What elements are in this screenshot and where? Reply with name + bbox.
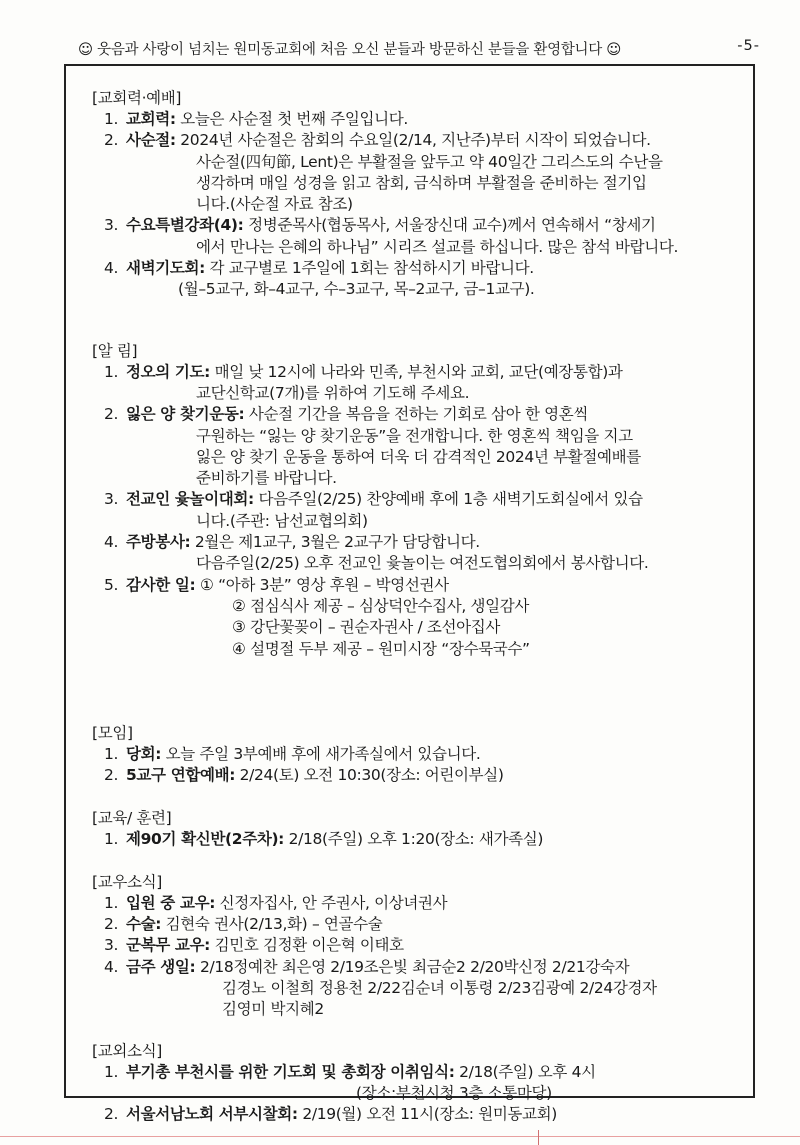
item-text: (장소:부천시청 3층 소통마당) [356, 1083, 552, 1102]
list-item [104, 489, 752, 532]
item-label: 감사한 일: [126, 575, 196, 594]
item-number: 3. [104, 490, 119, 509]
item-number: 4. [104, 957, 119, 976]
item-text: 2/19(월) 오전 11시(장소: 원미동교회) [297, 1105, 558, 1124]
item-text: (월–5교구, 화–4교구, 수–3교구, 목–2교구, 금–1교구). [178, 280, 535, 299]
list-item [104, 957, 752, 1021]
list-item [104, 914, 752, 935]
item-text: 2024년 사순절은 참회의 수요일(2/14, 지난주)부터 시작이 되었습니다. [175, 131, 651, 150]
list-item [104, 215, 752, 258]
item-label: 군복무 교우: [126, 936, 211, 955]
item-text: 에서 만나는 은혜의 하나님” 시리즈 설교를 하십니다. 많은 참석 바랍니다. [196, 237, 679, 256]
item-text: 각 교구별로 1주일에 1회는 참석하시기 바랍니다. [204, 259, 534, 278]
item-text: 교단신학교(7개)를 위하여 기도해 주세요. [196, 383, 470, 402]
item-text: 신정자집사, 안 주권사, 이상녀권사 [215, 893, 448, 912]
section-title-calendar: [교회력·예배] [92, 89, 182, 107]
item-label: 교회력: [126, 110, 176, 128]
item-text: 2/18(주일) 오후 1:20(장소: 새가족실) [284, 830, 544, 849]
item-text: 준비하기를 바랍니다. [196, 469, 337, 488]
list-item [104, 1104, 752, 1125]
section-title-notices: [알 림] [92, 341, 138, 360]
item-text: 니다.(사순절 자료 참조) [196, 195, 353, 214]
item-number: 5. [104, 575, 119, 594]
item-number: 2. [104, 405, 119, 424]
list-item [104, 362, 752, 405]
list-item [104, 893, 752, 914]
item-text: 오늘은 사순절 첫 번째 주일입니다. [175, 110, 408, 128]
item-text: 니다.(주관: 남선교협의회) [196, 511, 368, 530]
page-number: -5- [737, 38, 760, 54]
list-item [104, 404, 752, 489]
item-label: 잃은 양 찾기운동: [126, 405, 245, 424]
item-number: 2. [104, 766, 119, 785]
list-item [104, 744, 752, 765]
item-number: 3. [104, 936, 119, 955]
item-text: 김경노 이철희 정용천 2/22김순녀 이통령 2/23김광예 2/24강경자 [222, 978, 657, 997]
item-text: ② 점심식사 제공 – 심상덕안수집사, 생일감사 [232, 596, 529, 615]
item-label: 사순절: [126, 131, 176, 150]
bulletin-content [92, 88, 752, 1125]
item-text: 오늘 주일 3부예배 후에 새가족실에서 있습니다. [161, 744, 481, 763]
item-label: 주방봉사: [126, 533, 191, 552]
section-title-members: [교우소식] [92, 872, 162, 891]
item-text: 매일 낮 12시에 나라와 민족, 부천시와 교회, 교단(예장통합)과 [210, 362, 623, 381]
item-number: 4. [104, 259, 119, 278]
item-text: 구원하는 “잃는 양 찾기운동”을 전개합니다. 한 영혼씩 책임을 지고 [196, 426, 633, 445]
item-text: 2/18(주일) 오후 4시 [454, 1062, 596, 1081]
welcome-message: ☺ 웃음과 사랑이 넘치는 원미동교회에 처음 오신 분들과 방문하신 분들을 환영합니다 ☺ [78, 42, 622, 58]
item-text: 2월은 제1교구, 3월은 2교구가 담당합니다. [190, 533, 480, 552]
item-text: 김현숙 권사(2/13,화) – 연골수술 [161, 915, 383, 934]
item-text: 김민호 김정환 이은혁 이태호 [210, 936, 404, 955]
section-title-meetings: [모임] [92, 723, 133, 742]
item-label: 수요특별강좌(4): [126, 216, 244, 235]
item-text: 사순절 기간을 복음을 전하는 기회로 삼아 한 영혼씩 [244, 405, 589, 424]
list-item [104, 935, 752, 956]
list-item [104, 765, 752, 786]
list-item [104, 1062, 752, 1105]
item-number: 1. [104, 110, 119, 128]
item-label: 서울서남노회 서부시찰회: [126, 1105, 298, 1124]
item-text: 생각하며 매일 성경을 읽고 참회, 금식하며 부활절을 준비하는 절기입 [196, 173, 647, 192]
list-item [104, 109, 752, 130]
item-label: 정오의 기도: [126, 362, 211, 381]
item-label: 금주 생일: [126, 957, 196, 976]
item-text: 정병준목사(협동목사, 서울장신대 교수)께서 연속해서 “창세기 [243, 216, 656, 235]
item-text: ④ 설명절 두부 제공 – 원미시장 “장수묵국수” [232, 639, 530, 658]
item-number: 1. [104, 744, 119, 763]
item-label: 당회: [126, 744, 162, 763]
item-label: 전교인 윷놀이대회: [126, 490, 254, 509]
item-number: 1. [104, 362, 119, 381]
item-label: 새벽기도회: [126, 259, 205, 278]
list-item [104, 575, 752, 660]
page-edge-mark [538, 1130, 539, 1145]
item-number: 2. [104, 131, 119, 150]
item-number: 1. [104, 830, 119, 849]
item-number: 2. [104, 915, 119, 934]
item-number: 4. [104, 533, 119, 552]
item-text: 김영미 박지혜2 [222, 1000, 324, 1019]
list-item [104, 258, 752, 301]
item-number: 1. [104, 1062, 119, 1081]
page-header [70, 38, 760, 60]
item-text: 2/24(토) 오전 10:30(장소: 어린이부실) [235, 766, 504, 785]
item-label: 입원 중 교우: [126, 893, 216, 912]
item-text: ③ 강단꽃꽂이 – 권순자권사 / 조선아집사 [232, 618, 501, 637]
item-text: ① “아하 3분” 영상 후원 – 박영선권사 [195, 575, 449, 594]
section-title-external: [교외소식] [92, 1041, 162, 1060]
list-item [104, 130, 752, 215]
section-title-education: [교육/ 훈련] [92, 809, 172, 828]
item-text: 2/18정예찬 최은영 2/19조은빛 최금순2 2/20박신정 2/21강숙자 [195, 957, 630, 976]
item-number: 2. [104, 1105, 119, 1124]
list-item [104, 829, 752, 850]
item-text: 다음주일(2/25) 오후 전교인 윷놀이는 여전도협의회에서 봉사합니다. [196, 554, 649, 573]
item-label: 부기총 부천시를 위한 기도회 및 총회장 이취임식: [126, 1062, 455, 1081]
item-label: 수술: [126, 915, 162, 934]
item-text: 잃은 양 찾기 운동을 통하여 더욱 더 감격적인 2024년 부활절예배를 [196, 447, 641, 466]
item-text: 사순절(四旬節, Lent)은 부활절을 앞두고 약 40일간 그리스도의 수난을 [196, 152, 663, 171]
item-label: 제90기 확신반(2주차): [126, 830, 285, 849]
item-number: 3. [104, 216, 119, 235]
list-item [104, 532, 752, 575]
item-number: 1. [104, 893, 119, 912]
item-text: 다음주일(2/25) 찬양예배 후에 1층 새벽기도회실에서 있습 [253, 490, 643, 509]
item-label: 5교구 연합예배: [126, 766, 236, 785]
page-edge-line [0, 1136, 800, 1137]
